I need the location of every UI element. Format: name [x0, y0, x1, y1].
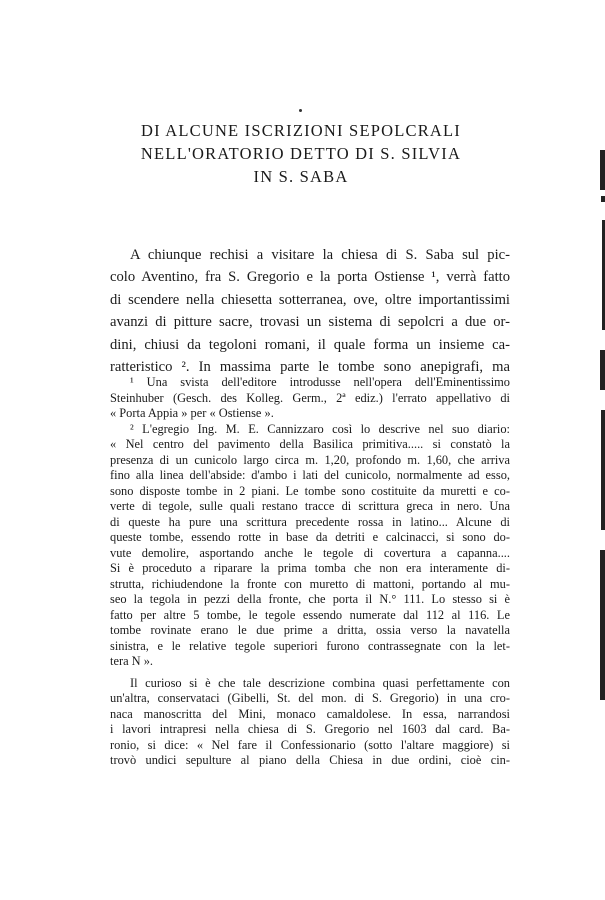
footnote-line: tera N ». — [110, 654, 154, 668]
footnote-line: trovò undici sepulture al piano della Chiesa in due ordini, cioè cin- — [110, 753, 510, 767]
footnote-line: verte di tegole, sulle quali restano tracce di scrittura greca in nero. Una — [110, 499, 510, 513]
footnote-line: Steinhuber (Gesch. des Kolleg. Germ., 2ª ediz.) l'errato appellativo di — [110, 390, 510, 405]
footnote-2 — [110, 422, 510, 670]
footnote-line: tombe rovinate erano le due prime a dritta, ossia verso la navatella — [110, 623, 510, 637]
footnote-line: sono disposte tombe in 2 piani. Le tombe sono costituite da muretti e co- — [110, 483, 510, 498]
footnote-line: naca manoscritta del Mini, monaco camaldolese. In essa, narrandosi — [110, 706, 510, 721]
title-line-1: DI ALCUNE ISCRIZIONI SEPOLCRALI — [141, 121, 461, 140]
footnote-line: fino alla linea dell'abside: d'ambo i lati del cunicolo, normalmente ad esso, — [110, 468, 510, 482]
footnote-line: i lavori intrapresi nella chiesa di S. Gregorio nel 1603 dal card. Ba- — [110, 722, 510, 736]
footnote-line: sinistra, e le relative tegole superiori furono contrassegnate con la let- — [110, 638, 510, 653]
footnote-line: un'altra, conservataci (Gibelli, St. del mon. di S. Gregorio) in una cro- — [110, 691, 510, 705]
header-dot — [299, 109, 302, 112]
footnote-line: « Nel centro del pavimento della Basilica primitiva..... si constatò la — [110, 437, 510, 451]
body-line: di scendere nella chiesetta sotterranea, ove, oltre importantissimi — [110, 291, 510, 308]
footnote-1 — [110, 375, 510, 422]
body-line: ratteristico ². In massima parte le tombe sono anepigrafi, ma — [110, 359, 510, 376]
footnote-line: Il curioso si è che tale descrizione combina quasi perfettamente con — [130, 675, 510, 690]
footnotes — [110, 375, 510, 769]
body-line: dini, chiusi da tegoloni romani, il quale forma un insieme ca- — [110, 336, 510, 353]
footnote-line: ronio, si dice: « Nel fare il Confessionario (sotto l'altare maggiore) si — [110, 737, 510, 752]
footnote-line: Si è proceduto a riparare la prima tomba che non era interamente di- — [110, 561, 510, 575]
footnote-line: strutta, richiudendone la fronte con muretto di mattoni, portando al mu- — [110, 576, 510, 591]
footnote-continuation — [110, 676, 510, 769]
main-paragraph — [110, 244, 510, 378]
page-edge-marks — [598, 150, 605, 710]
footnote-line: presenza di un cunicolo largo circa m. 1,20, profondo m. 1,60, che arriva — [110, 452, 510, 467]
footnote-line: queste tombe, essendo rotte in base da detriti e calcinacci, si sono do- — [110, 530, 510, 544]
footnote-line: vute demolire, asportando anche le tegole di covertura a capanna.... — [110, 545, 510, 560]
title-line-2: NELL'ORATORIO DETTO DI S. SILVIA — [140, 144, 462, 163]
footnote-line: fatto per altre 5 tombe, le tegole essendo numerate dal 112 al 116. Le — [110, 607, 510, 622]
footnote-line: seo la tegola in pezzi della fronte, che porta il N.° 111. Lo stesso si è — [110, 592, 510, 606]
footnote-line: « Porta Appia » per « Ostiense ». — [110, 406, 274, 420]
body-line: A chiunque rechisi a visitare la chiesa di S. Saba sul pic- — [130, 247, 510, 263]
footnote-line: di queste ha pure una scrittura precedente rossa in latino... Alcune di — [110, 514, 510, 529]
title-line-3: IN S. SABA — [253, 167, 349, 186]
footnote-line: ² L'egregio Ing. M. E. Cannizzaro così lo descrive nel suo diario: — [130, 421, 510, 436]
body-line: avanzi di pitture sacre, trovasi un sistema di sepolcri a due or- — [110, 314, 510, 331]
footnote-line: ¹ Una svista dell'editore introdusse nell'opera dell'Eminentissimo — [130, 375, 510, 389]
body-line: colo Aventino, fra S. Gregorio e la porta Ostiense ¹, verrà fatto — [110, 269, 510, 286]
